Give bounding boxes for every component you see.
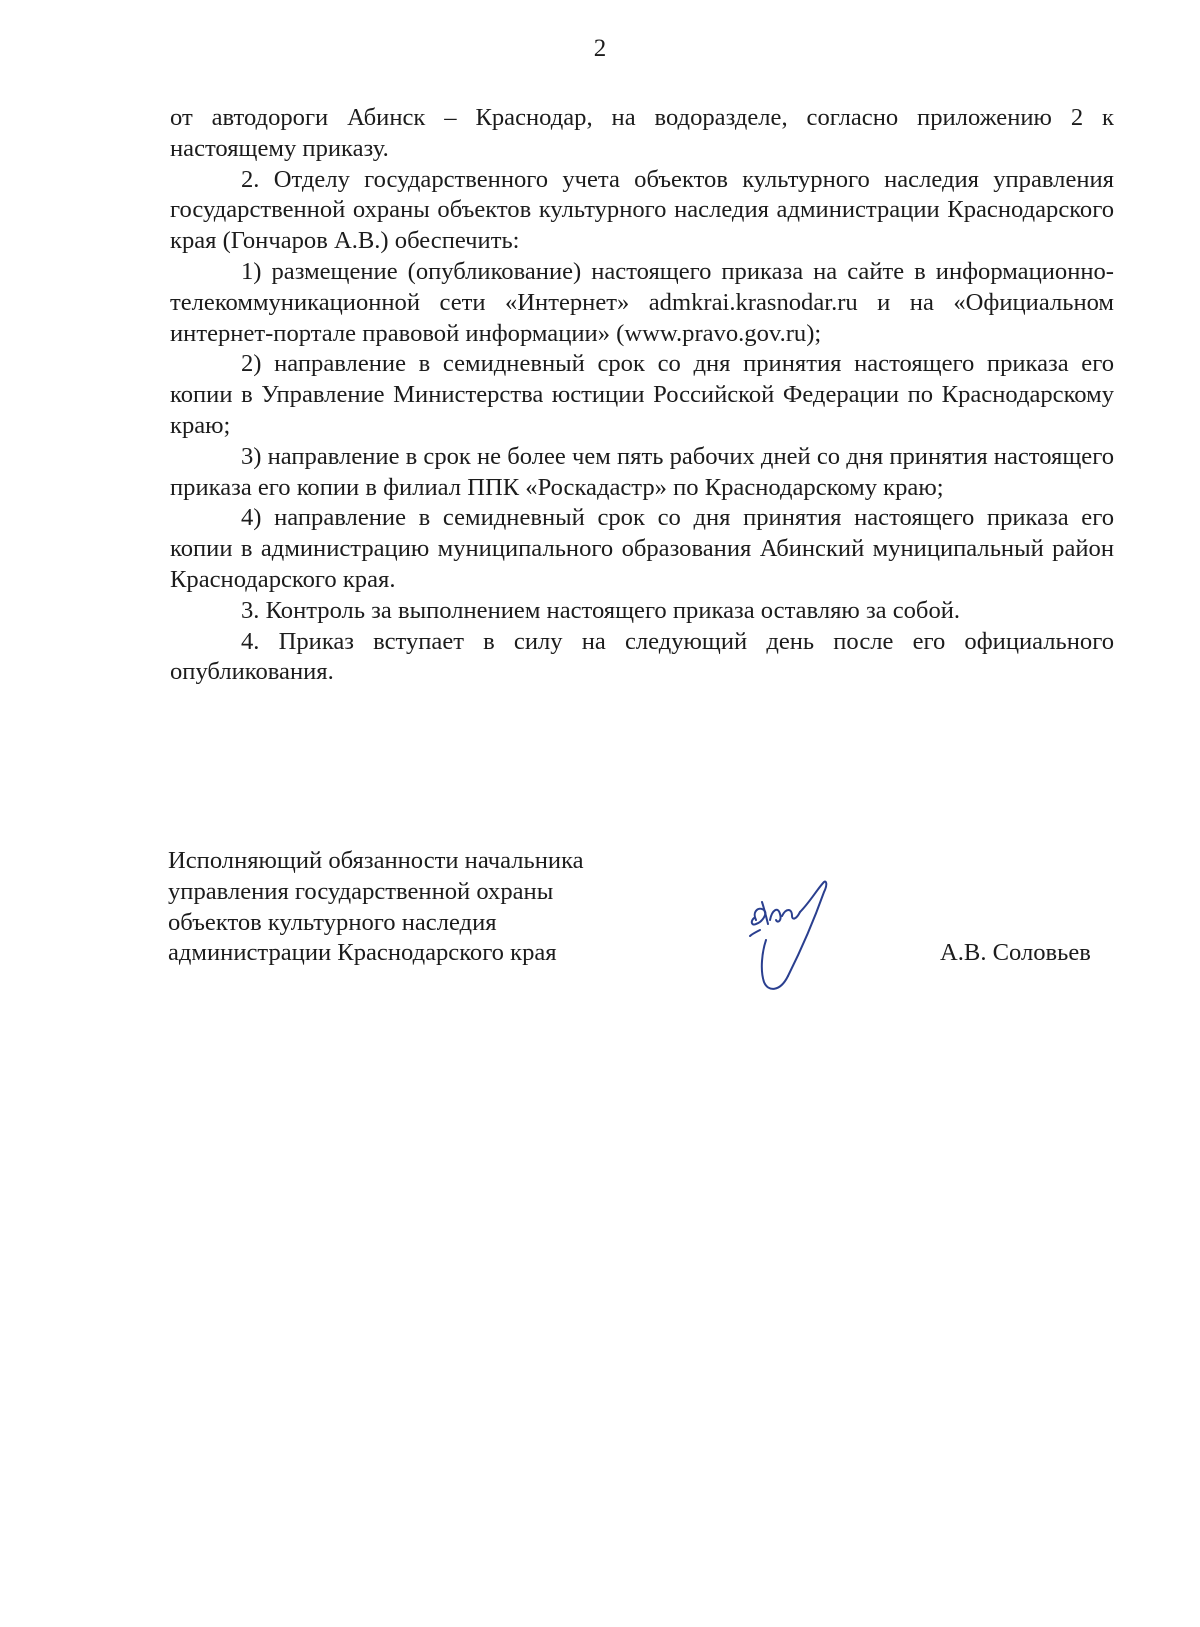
signatory-position-line: управления государственной охраны <box>168 877 554 905</box>
signatory-position-line: объектов культурного наследия <box>168 908 497 936</box>
paragraph-item-2: 2. Отделу государственного учета объектов культурного наследия управления государственной охраны объектов культурного наследия администрации Краснодарского края (Гончаров А.В.) обеспечить: <box>170 165 1114 255</box>
signatory-name: А.В. Соловьев <box>940 939 1091 966</box>
paragraph-continuation: от автодороги Абинск – Краснодар, на водоразделе, согласно приложению 2 к настоящему приказу. <box>170 104 1114 162</box>
paragraph-subitem-2: 2) направление в семидневный срок со дня принятия настоящего приказа его копии в Управление Министерства юстиции Российской Федерации по Краснодарскому краю; <box>170 350 1114 439</box>
paragraph-item-3: 3. Контроль за выполнением настоящего приказа оставляю за собой. <box>241 596 961 624</box>
paragraph-subitem-1: 1) размещение (опубликование) настоящего приказа на сайте в информационно-телекоммуникационной сети «Интернет» admkrai.krasnodar.ru и на «Официальном интернет-портале правовой информации» (www.pravo.gov.ru); <box>170 257 1114 347</box>
paragraph-subitem-4: 4) направление в семидневный срок со дня принятия настоящего приказа его копии в администрацию муниципального образования Абинский муниципальный район Краснодарского края. <box>170 504 1114 593</box>
document-body <box>170 103 1114 688</box>
paragraph-subitem-3: 3) направление в срок не более чем пять рабочих дней со дня принятия настоящего приказа его копии в филиал ППК «Роскадастр» по Краснодарскому краю; <box>170 442 1114 501</box>
signatory-position <box>168 846 668 969</box>
signatory-position-line: Исполняющий обязанности начальника <box>168 847 584 874</box>
page-number: 2 <box>593 35 607 62</box>
signatory-position-line: администрации Краснодарского края <box>168 939 557 967</box>
paragraph-item-4: 4. Приказ вступает в силу на следующий день после его официального опубликования. <box>170 627 1114 686</box>
handwritten-signature <box>748 880 848 1020</box>
